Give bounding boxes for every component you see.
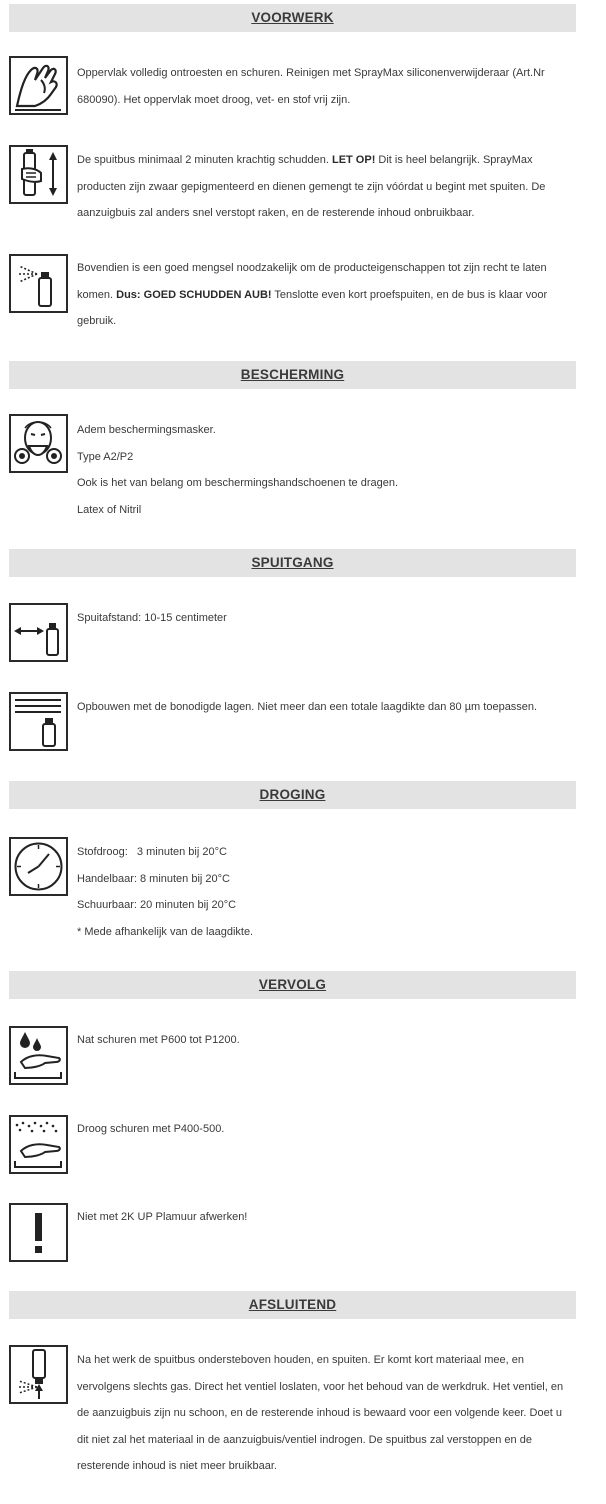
section-title: SPUITGANG	[251, 555, 334, 570]
spuitgang-step-1	[77, 605, 572, 632]
bescherming-line-2: Type A2/P2	[77, 450, 134, 463]
bescherming-line-4: Latex of Nitril	[77, 503, 142, 516]
inverted-can-icon	[9, 1345, 68, 1404]
voorwerk-step-2-part-1: De spuitbus minimaal 2 minuten krachtig schudden.	[77, 154, 332, 166]
voorwerk-step-3	[77, 255, 572, 335]
wet-sanding-icon	[9, 1026, 68, 1085]
afsluitend-step-1	[77, 1347, 572, 1480]
hand-cleaning-icon	[9, 56, 68, 115]
section-header-spuitgang	[9, 549, 576, 577]
voorwerk-step-1	[77, 60, 572, 113]
section-header-voorwerk	[9, 4, 576, 32]
voorwerk-step-2-part-2: Dit is heel belangrijk. SprayMax producten zijn zwaar gepigmenteerd en dienen gemengt te zijn vóórdat u begint met spuiten. De aanzuigbuis zal anders snel verstopt raken, en de resterende inhoud onbruikbaar.	[77, 154, 546, 219]
section-title: AFSLUITEND	[248, 1297, 337, 1312]
droging-info	[77, 839, 572, 945]
vervolg-step-1	[77, 1027, 572, 1054]
respirator-mask-icon	[9, 414, 68, 473]
section-title: DROGING	[259, 787, 326, 802]
section-title: BESCHERMING	[240, 367, 345, 382]
voorwerk-step-2	[77, 147, 572, 227]
spray-can-icon	[9, 254, 68, 313]
droging-line-3: Schuurbaar: 20 minuten bij 20°C	[77, 899, 237, 911]
section-header-vervolg	[9, 971, 576, 999]
bescherming-line-1: Adem beschermingsmasker.	[77, 424, 216, 436]
section-header-afsluitend	[9, 1291, 576, 1319]
dry-sanding-icon	[9, 1115, 68, 1174]
clock-icon	[9, 837, 68, 896]
bescherming-line-3: Ook is het van belang om beschermingshandschoenen te dragen.	[77, 477, 399, 489]
voorwerk-step-3-part-1: Bovendien is een goed mengsel noodzakelijk om de producteigenschappen tot zijn recht te laten komen.	[77, 262, 547, 301]
voorwerk-step-2-text	[77, 147, 572, 227]
voorwerk-step-1-text: Oppervlak volledig ontroesten en schuren. Reinigen met SprayMax siliconenverwijderaar (Art.Nr 680090). Het oppervlak moet droog, vet- en stof vrij zijn.	[77, 67, 545, 106]
spuitgang-step-2	[77, 694, 572, 721]
droging-line-4: * Mede afhankelijk van de laagdikte.	[77, 925, 254, 938]
voorwerk-step-3-part-2: Tenslotte even kort proefspuiten, en de bus is klaar voor gebruik.	[77, 288, 548, 327]
vervolg-step-3-text: Niet met 2K UP Plamuur afwerken!	[77, 1211, 248, 1223]
vervolg-step-1-text: Nat schuren met P600 tot P1200.	[77, 1034, 240, 1046]
layers-icon	[9, 692, 68, 751]
section-header-droging	[9, 781, 576, 809]
vervolg-step-2-text: Droog schuren met P400-500.	[77, 1123, 225, 1135]
vervolg-step-2	[77, 1116, 572, 1143]
section-header-bescherming	[9, 361, 576, 389]
shake-can-icon	[9, 145, 68, 204]
spuitgang-step-2-text: Opbouwen met de bonodigde lagen. Niet meer dan een totale laagdikte dan 80 µm toepassen.	[77, 701, 538, 713]
vervolg-step-3	[77, 1204, 572, 1231]
droging-line-1: Stofdroog: 3 minuten bij 20°C	[77, 846, 227, 858]
voorwerk-step-3-emphasis: Dus: GOED SCHUDDEN AUB!	[116, 288, 272, 301]
afsluitend-step-1-text: Na het werk de spuitbus ondersteboven houden, en spuiten. Er komt kort materiaal mee, en vervolgens slechts gas. Direct het ventiel loslaten, voor het behoud van de werkdruk. Het ventiel, en de aanzuigbuis zijn nu schoon, en de resterende inhoud is bewaard voor een volgende keer. Doet u dit niet zal het materiaal in de aanzuigbuis/ventiel indrogen. De spuitbus zal verstoppen en de resterende inhoud is niet meer bruikbaar.	[77, 1354, 564, 1472]
bescherming-info	[77, 417, 572, 523]
warning-icon	[9, 1203, 68, 1262]
spray-distance-icon	[9, 603, 68, 662]
section-title: VERVOLG	[258, 977, 327, 992]
section-title: VOORWERK	[251, 10, 334, 25]
spuitgang-step-1-text: Spuitafstand: 10-15 centimeter	[77, 612, 227, 624]
voorwerk-step-2-emphasis: LET OP!	[331, 154, 376, 166]
voorwerk-step-3-text	[77, 255, 572, 335]
droging-line-2: Handelbaar: 8 minuten bij 20°C	[77, 872, 230, 885]
